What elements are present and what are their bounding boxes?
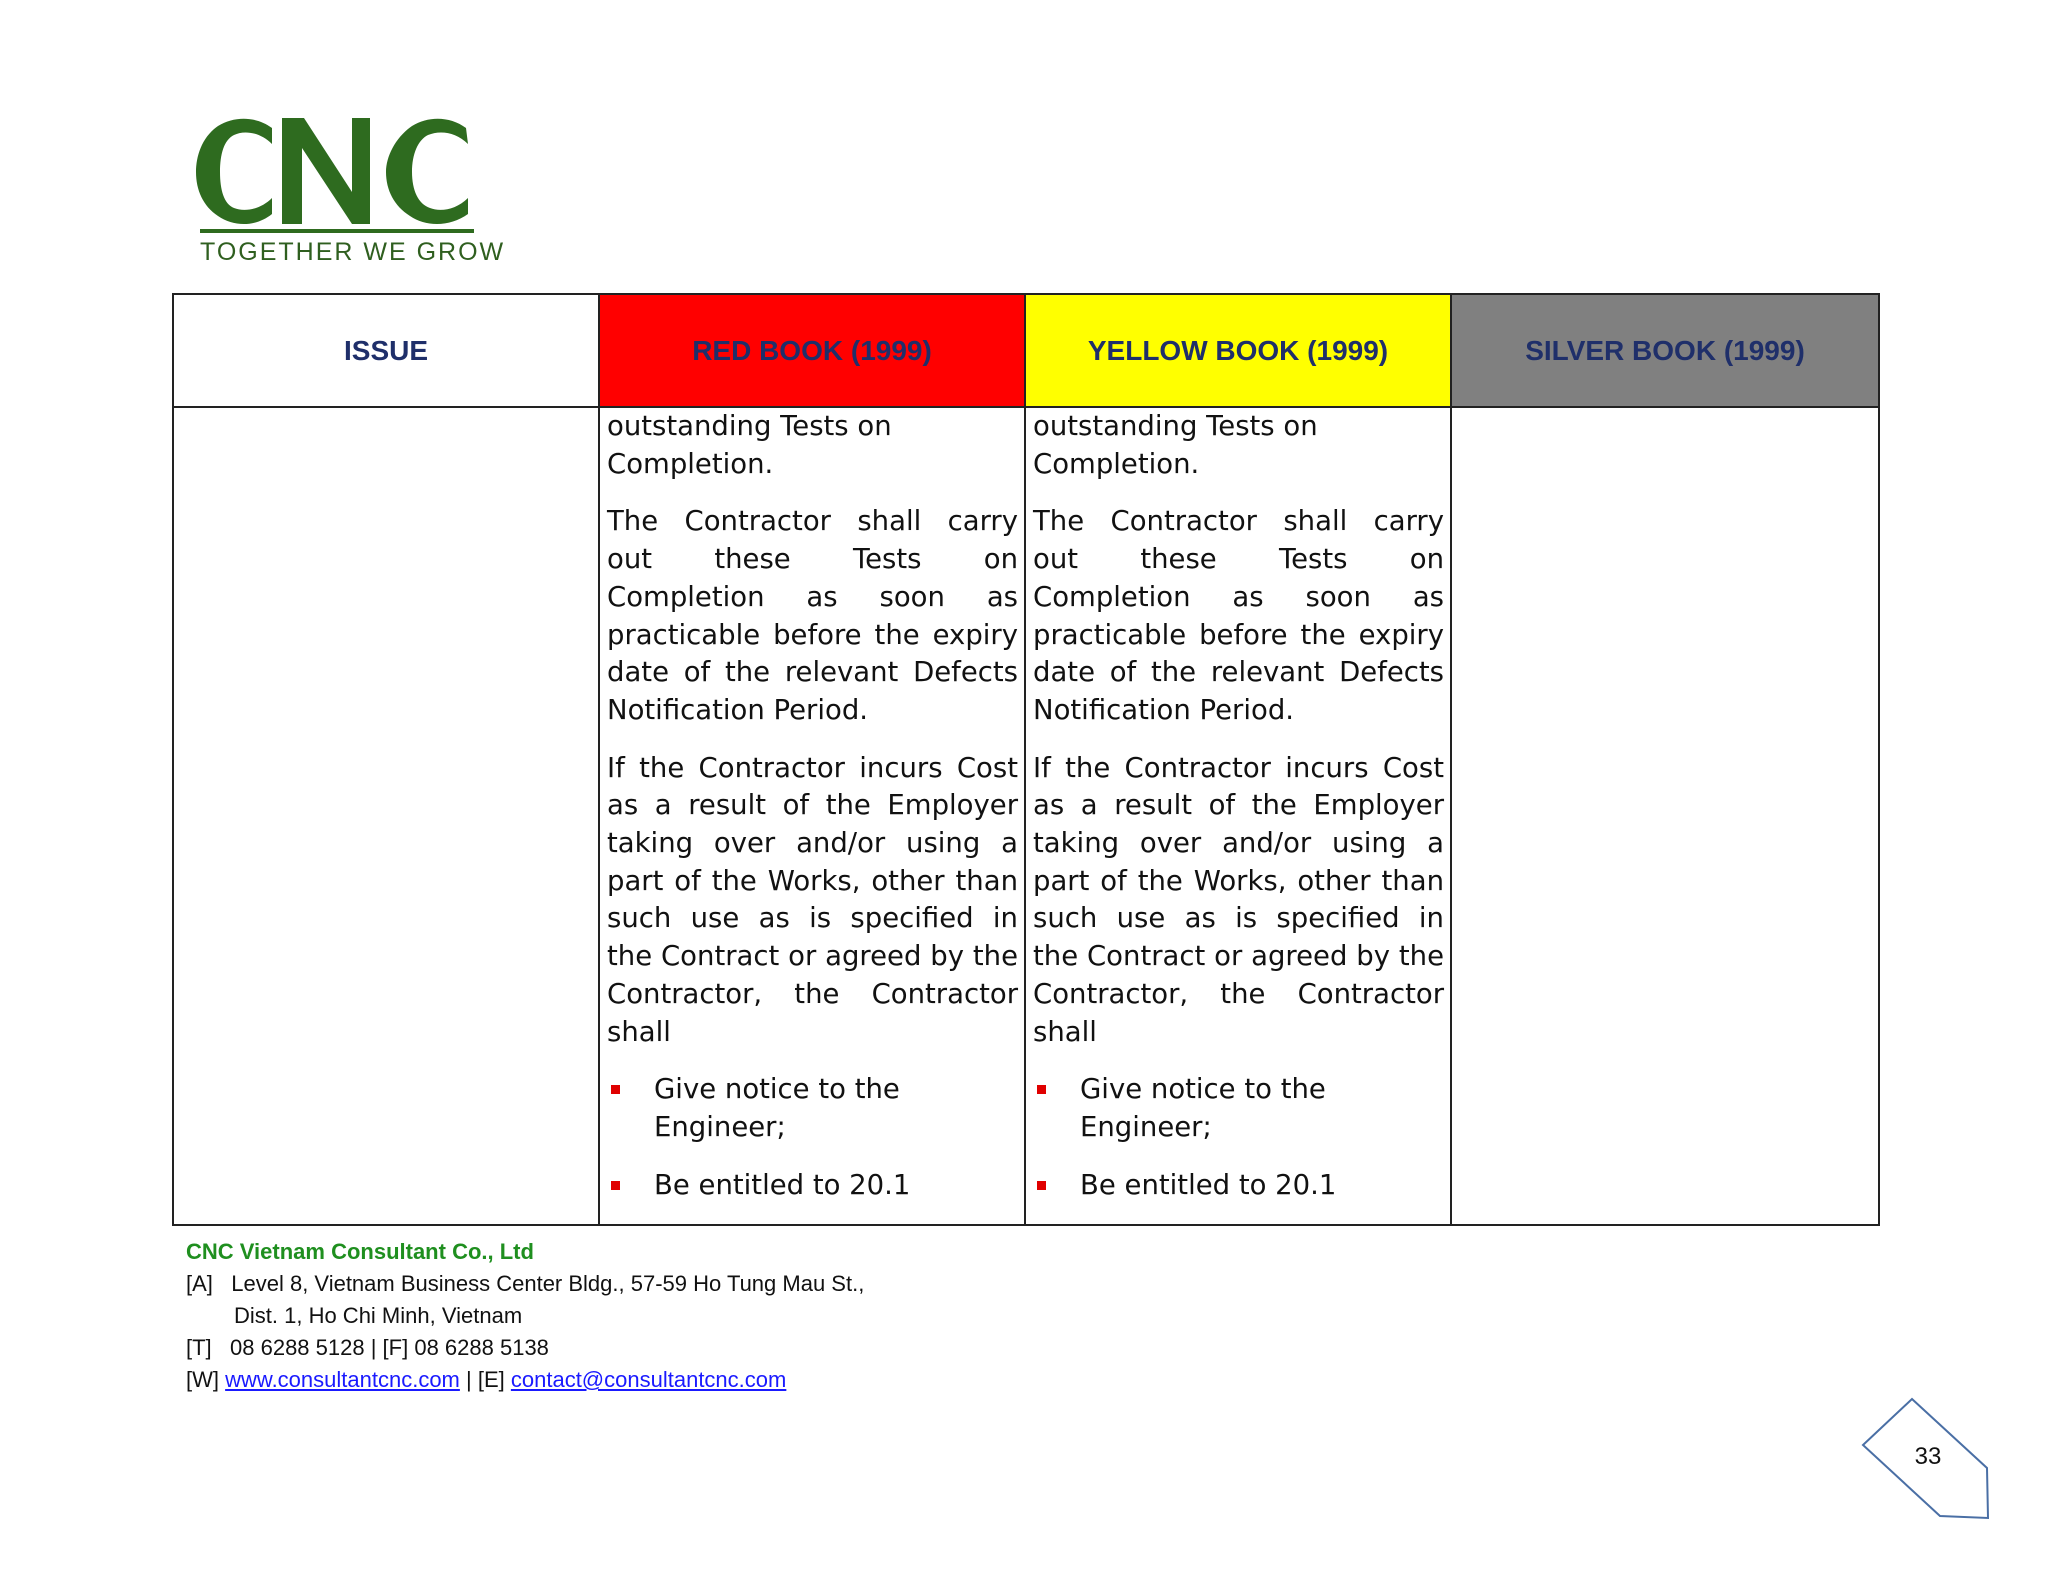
fax-number: 08 6288 5138	[414, 1335, 549, 1360]
header-silver-book: SILVER BOOK (1999)	[1451, 294, 1879, 407]
address-line-2: Dist. 1, Ho Chi Minh, Vietnam	[234, 1303, 523, 1328]
red-book-cell	[599, 407, 1025, 1225]
cnc-logo-letters-icon	[194, 114, 479, 229]
website-link[interactable]: www.consultantcnc.com	[225, 1367, 460, 1392]
footer-contact	[186, 1236, 864, 1396]
list-item	[607, 1167, 1018, 1205]
email-link[interactable]: contact@consultantcnc.com	[510, 1367, 787, 1392]
red-bullet-list	[607, 1071, 1018, 1204]
yellow-book-cell	[1025, 407, 1451, 1225]
header-yellow-book: YELLOW BOOK (1999)	[1025, 294, 1451, 407]
red-paragraph-1: outstanding Tests on Completion.	[607, 410, 892, 480]
square-bullet-icon	[611, 1181, 620, 1190]
logo-tagline: TOGETHER WE GROW	[200, 238, 506, 266]
square-bullet-icon	[611, 1085, 620, 1094]
email-label: | [E]	[466, 1367, 505, 1392]
table-header-row	[173, 294, 1879, 407]
yellow-paragraph-1: outstanding Tests on Completion.	[1033, 410, 1318, 480]
bullet-text: Be entitled to 20.1	[1080, 1168, 1337, 1201]
comparison-table	[172, 293, 1880, 1226]
bullet-text: Be entitled to 20.1	[654, 1168, 911, 1201]
issue-cell	[173, 407, 599, 1225]
company-name: CNC Vietnam Consultant Co., Ltd	[186, 1239, 534, 1264]
phone-label: [T]	[186, 1335, 212, 1360]
yellow-paragraph-2: The Contractor shall carry out these Tests on Completion as soon as practicable before the expiry date of the relevant Defects Notification Period.	[1033, 505, 1444, 726]
square-bullet-icon	[1037, 1085, 1046, 1094]
table-row	[173, 407, 1879, 1225]
header-issue: ISSUE	[173, 294, 599, 407]
phone-line	[186, 1332, 864, 1364]
address-text: Level 8, Vietnam Business Center Bldg., 57-59 Ho Tung Mau St.,	[231, 1271, 865, 1296]
red-paragraph-3: If the Contractor incurs Cost as a result of the Employer taking over and/or using a part of the Works, other than such use as is specified in the Contract or agreed by the Contractor, the Contractor shall	[607, 751, 1018, 1048]
yellow-bullet-list	[1033, 1071, 1444, 1204]
logo-divider	[200, 229, 474, 233]
fax-label: | [F]	[370, 1335, 409, 1360]
list-item	[1033, 1071, 1444, 1146]
red-paragraph-2: The Contractor shall carry out these Tests on Completion as soon as practicable before the expiry date of the relevant Defects Notification Period.	[607, 505, 1018, 726]
bullet-text: Give notice to the Engineer;	[1080, 1073, 1326, 1143]
phone-number: 08 6288 5128	[230, 1335, 365, 1360]
bullet-text: Give notice to the Engineer;	[654, 1073, 900, 1143]
yellow-paragraph-3: If the Contractor incurs Cost as a result of the Employer taking over and/or using a part of the Works, other than such use as is specified in the Contract or agreed by the Contractor, the Contractor shall	[1033, 751, 1444, 1048]
page-number: 33	[1914, 1443, 1942, 1470]
silver-book-cell	[1451, 407, 1879, 1225]
square-bullet-icon	[1037, 1181, 1046, 1190]
address-label: [A]	[186, 1271, 213, 1296]
web-label: [W]	[186, 1367, 219, 1392]
header-red-book: RED BOOK (1999)	[599, 294, 1025, 407]
list-item	[1033, 1167, 1444, 1205]
list-item	[607, 1071, 1018, 1146]
address-line-1	[186, 1268, 864, 1300]
web-line	[186, 1364, 864, 1396]
